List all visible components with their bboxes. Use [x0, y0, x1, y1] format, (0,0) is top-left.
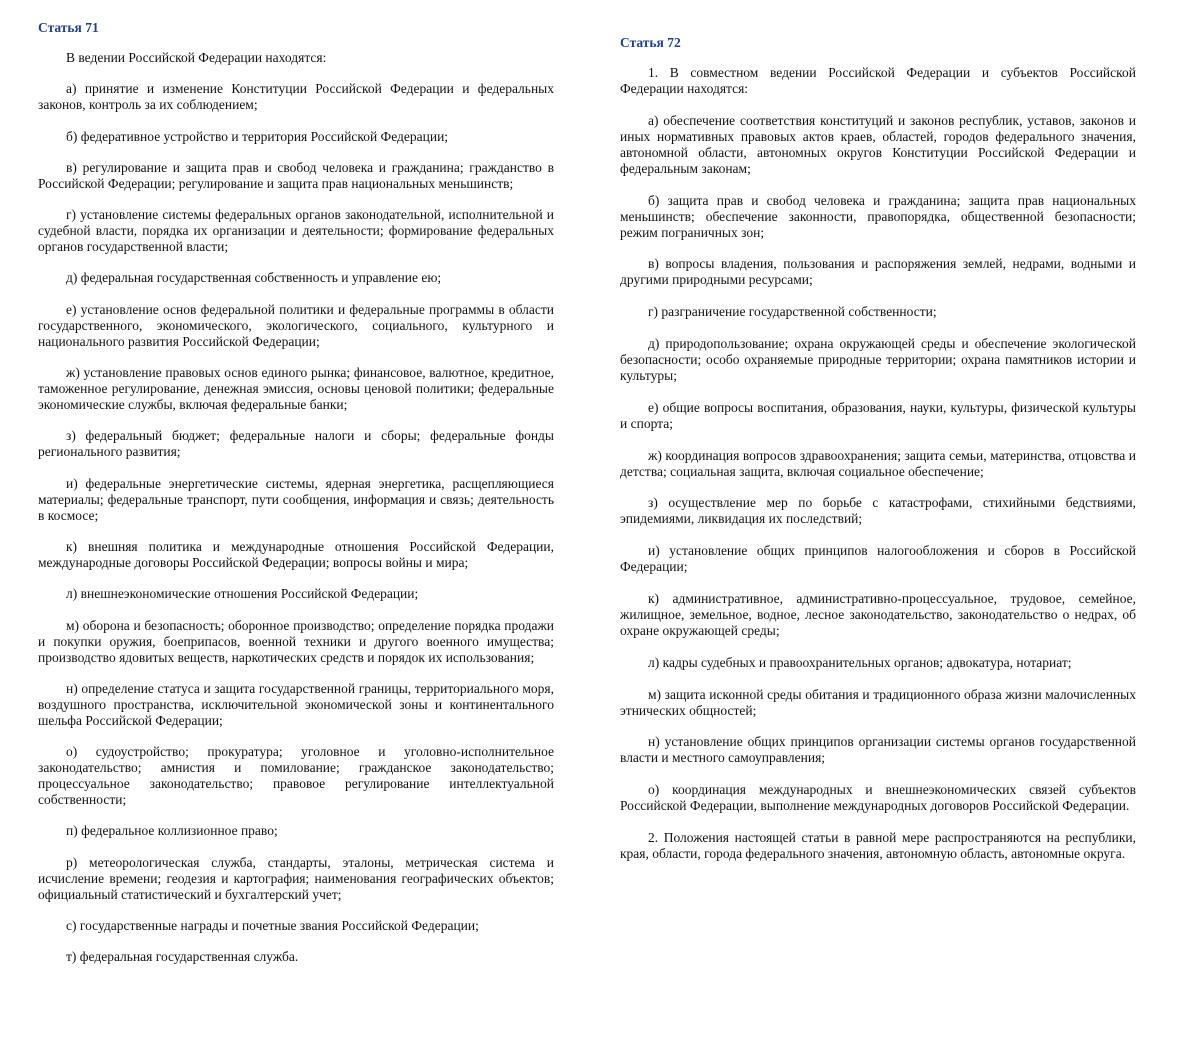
article-72-column — [620, 0, 1136, 878]
article-paragraph: р) метеорологическая служба, стандарты, эталоны, метрическая система и исчисление времени; геодезия и картография; наименования географических объектов; официальный статистический и бухгалтерский учет; — [38, 854, 554, 902]
article-paragraph: и) установление общих принципов налогообложения и сборов в Российской Федерации; — [620, 543, 1136, 575]
article-paragraph: д) природопользование; охрана окружающей среды и обеспечение экологической безопасности; особо охраняемые природные территории; охрана памятников истории и культуры; — [620, 335, 1136, 383]
article-paragraph: г) разграничение государственной собственности; — [648, 304, 937, 320]
article-paragraph: е) общие вопросы воспитания, образования, науки, культуры, физической культуры и спорта; — [620, 399, 1136, 431]
article-paragraph: п) федеральное коллизионное право; — [66, 823, 278, 839]
article-paragraph: в) регулирование и защита прав и свобод человека и гражданина; гражданство в Российской Федерации; регулирование и защита прав национальных меньшинств; — [38, 159, 554, 191]
article-paragraph: г) установление системы федеральных органов законодательной, исполнительной и судебной власти, порядка их организации и деятельности; формирование федеральных органов государственной власти; — [38, 207, 554, 255]
article-paragraph: а) обеспечение соответствия конституций и законов республик, уставов, законов и иных нормативных правовых актов краев, областей, городов федерального значения, автономной области, автономных округов Конституции Российской Федерации и федеральным законам; — [620, 112, 1136, 176]
article-71-body — [38, 50, 554, 965]
article-paragraph: о) судоустройство; прокуратура; уголовное и уголовно-исполнительное законодательство; амнистия и помилование; гражданское законодательство; процессуальное законодательство; правовое регулирование интеллектуальной собственности; — [38, 744, 554, 808]
article-paragraph: 1. В совместном ведении Российской Федерации и субъектов Российской Федерации находятся: — [620, 65, 1136, 96]
article-paragraph: м) оборона и безопасность; оборонное производство; определение порядка продажи и покупки оружия, боеприпасов, военной техники и другого военного имущества; производство ядовитых веществ, наркотических средств и порядок их использования; — [38, 617, 554, 665]
article-71-title: Статья 71 — [38, 20, 99, 35]
article-paragraph: к) внешняя политика и международные отношения Российской Федерации, международные договоры Российской Федерации; вопросы войны и мира; — [38, 538, 554, 570]
article-72-title: Статья 72 — [620, 35, 681, 50]
article-paragraph: з) федеральный бюджет; федеральные налоги и сборы; федеральные фонды регионального развития; — [38, 428, 554, 460]
article-paragraph: з) осуществление мер по борьбе с катастрофами, стихийными бедствиями, эпидемиями, ликвидация их последствий; — [620, 495, 1136, 527]
article-paragraph: л) внешнеэкономические отношения Российской Федерации; — [66, 586, 419, 602]
article-paragraph: В ведении Российской Федерации находятся: — [66, 50, 327, 65]
article-paragraph: б) защита прав и свобод человека и гражданина; защита прав национальных меньшинств; обеспечение законности, правопорядка, общественной безопасности; режим пограничных зон; — [620, 192, 1136, 240]
article-paragraph: и) федеральные энергетические системы, ядерная энергетика, расщепляющиеся материалы; федеральные транспорт, пути сообщения, информация и связь; деятельность в космосе; — [38, 475, 554, 523]
article-paragraph: о) координация международных и внешнеэкономических связей субъектов Российской Федерации, выполнение международных договоров Российской Федерации. — [620, 782, 1136, 814]
article-paragraph: д) федеральная государственная собственность и управление ею; — [66, 270, 442, 286]
article-paragraph: 2. Положения настоящей статьи в равной мере распространяются на республики, края, области, города федерального значения, автономную область, автономные округа. — [620, 829, 1136, 861]
article-paragraph: т) федеральная государственная служба. — [66, 949, 299, 965]
article-paragraph: с) государственные награды и почетные звания Российской Федерации; — [66, 918, 479, 934]
article-paragraph: н) определение статуса и защита государственной границы, территориального моря, воздушного пространства, исключительной экономической зоны и континентального шельфа Российской Федерации; — [38, 680, 554, 728]
article-paragraph: е) установление основ федеральной политики и федеральные программы в области государственного, экономического, экологического, социального, культурного и национального развития Российской Федерации; — [38, 301, 554, 349]
article-paragraph: в) вопросы владения, пользования и распоряжения землей, недрами, водными и другими природными ресурсами; — [620, 256, 1136, 288]
article-paragraph: ж) координация вопросов здравоохранения; защита семьи, материнства, отцовства и детства; социальная защита, включая социальное обеспечение; — [620, 447, 1136, 479]
article-paragraph: м) защита исконной среды обитания и традиционного образа жизни малочисленных этнических общностей; — [620, 686, 1136, 718]
article-paragraph: н) установление общих принципов организации системы органов государственной власти и местного самоуправления; — [620, 734, 1136, 766]
article-paragraph: б) федеративное устройство и территория Российской Федерации; — [66, 128, 449, 144]
article-paragraph: а) принятие и изменение Конституции Российской Федерации и федеральных законов, контроль за их соблюдением; — [38, 81, 554, 113]
article-71-column — [38, 0, 554, 981]
article-paragraph: к) административное, административно-процессуальное, трудовое, семейное, жилищное, земельное, водное, лесное законодательство, законодательство о недрах, об охране окружающей среды; — [620, 590, 1136, 638]
article-72-body — [620, 65, 1136, 862]
article-paragraph: л) кадры судебных и правоохранительных органов; адвокатура, нотариат; — [648, 654, 1072, 670]
article-paragraph: ж) установление правовых основ единого рынка; финансовое, валютное, кредитное, таможенное регулирование, денежная эмиссия, основы ценовой политики; федеральные экономические службы, включая федеральные банки; — [38, 365, 554, 413]
